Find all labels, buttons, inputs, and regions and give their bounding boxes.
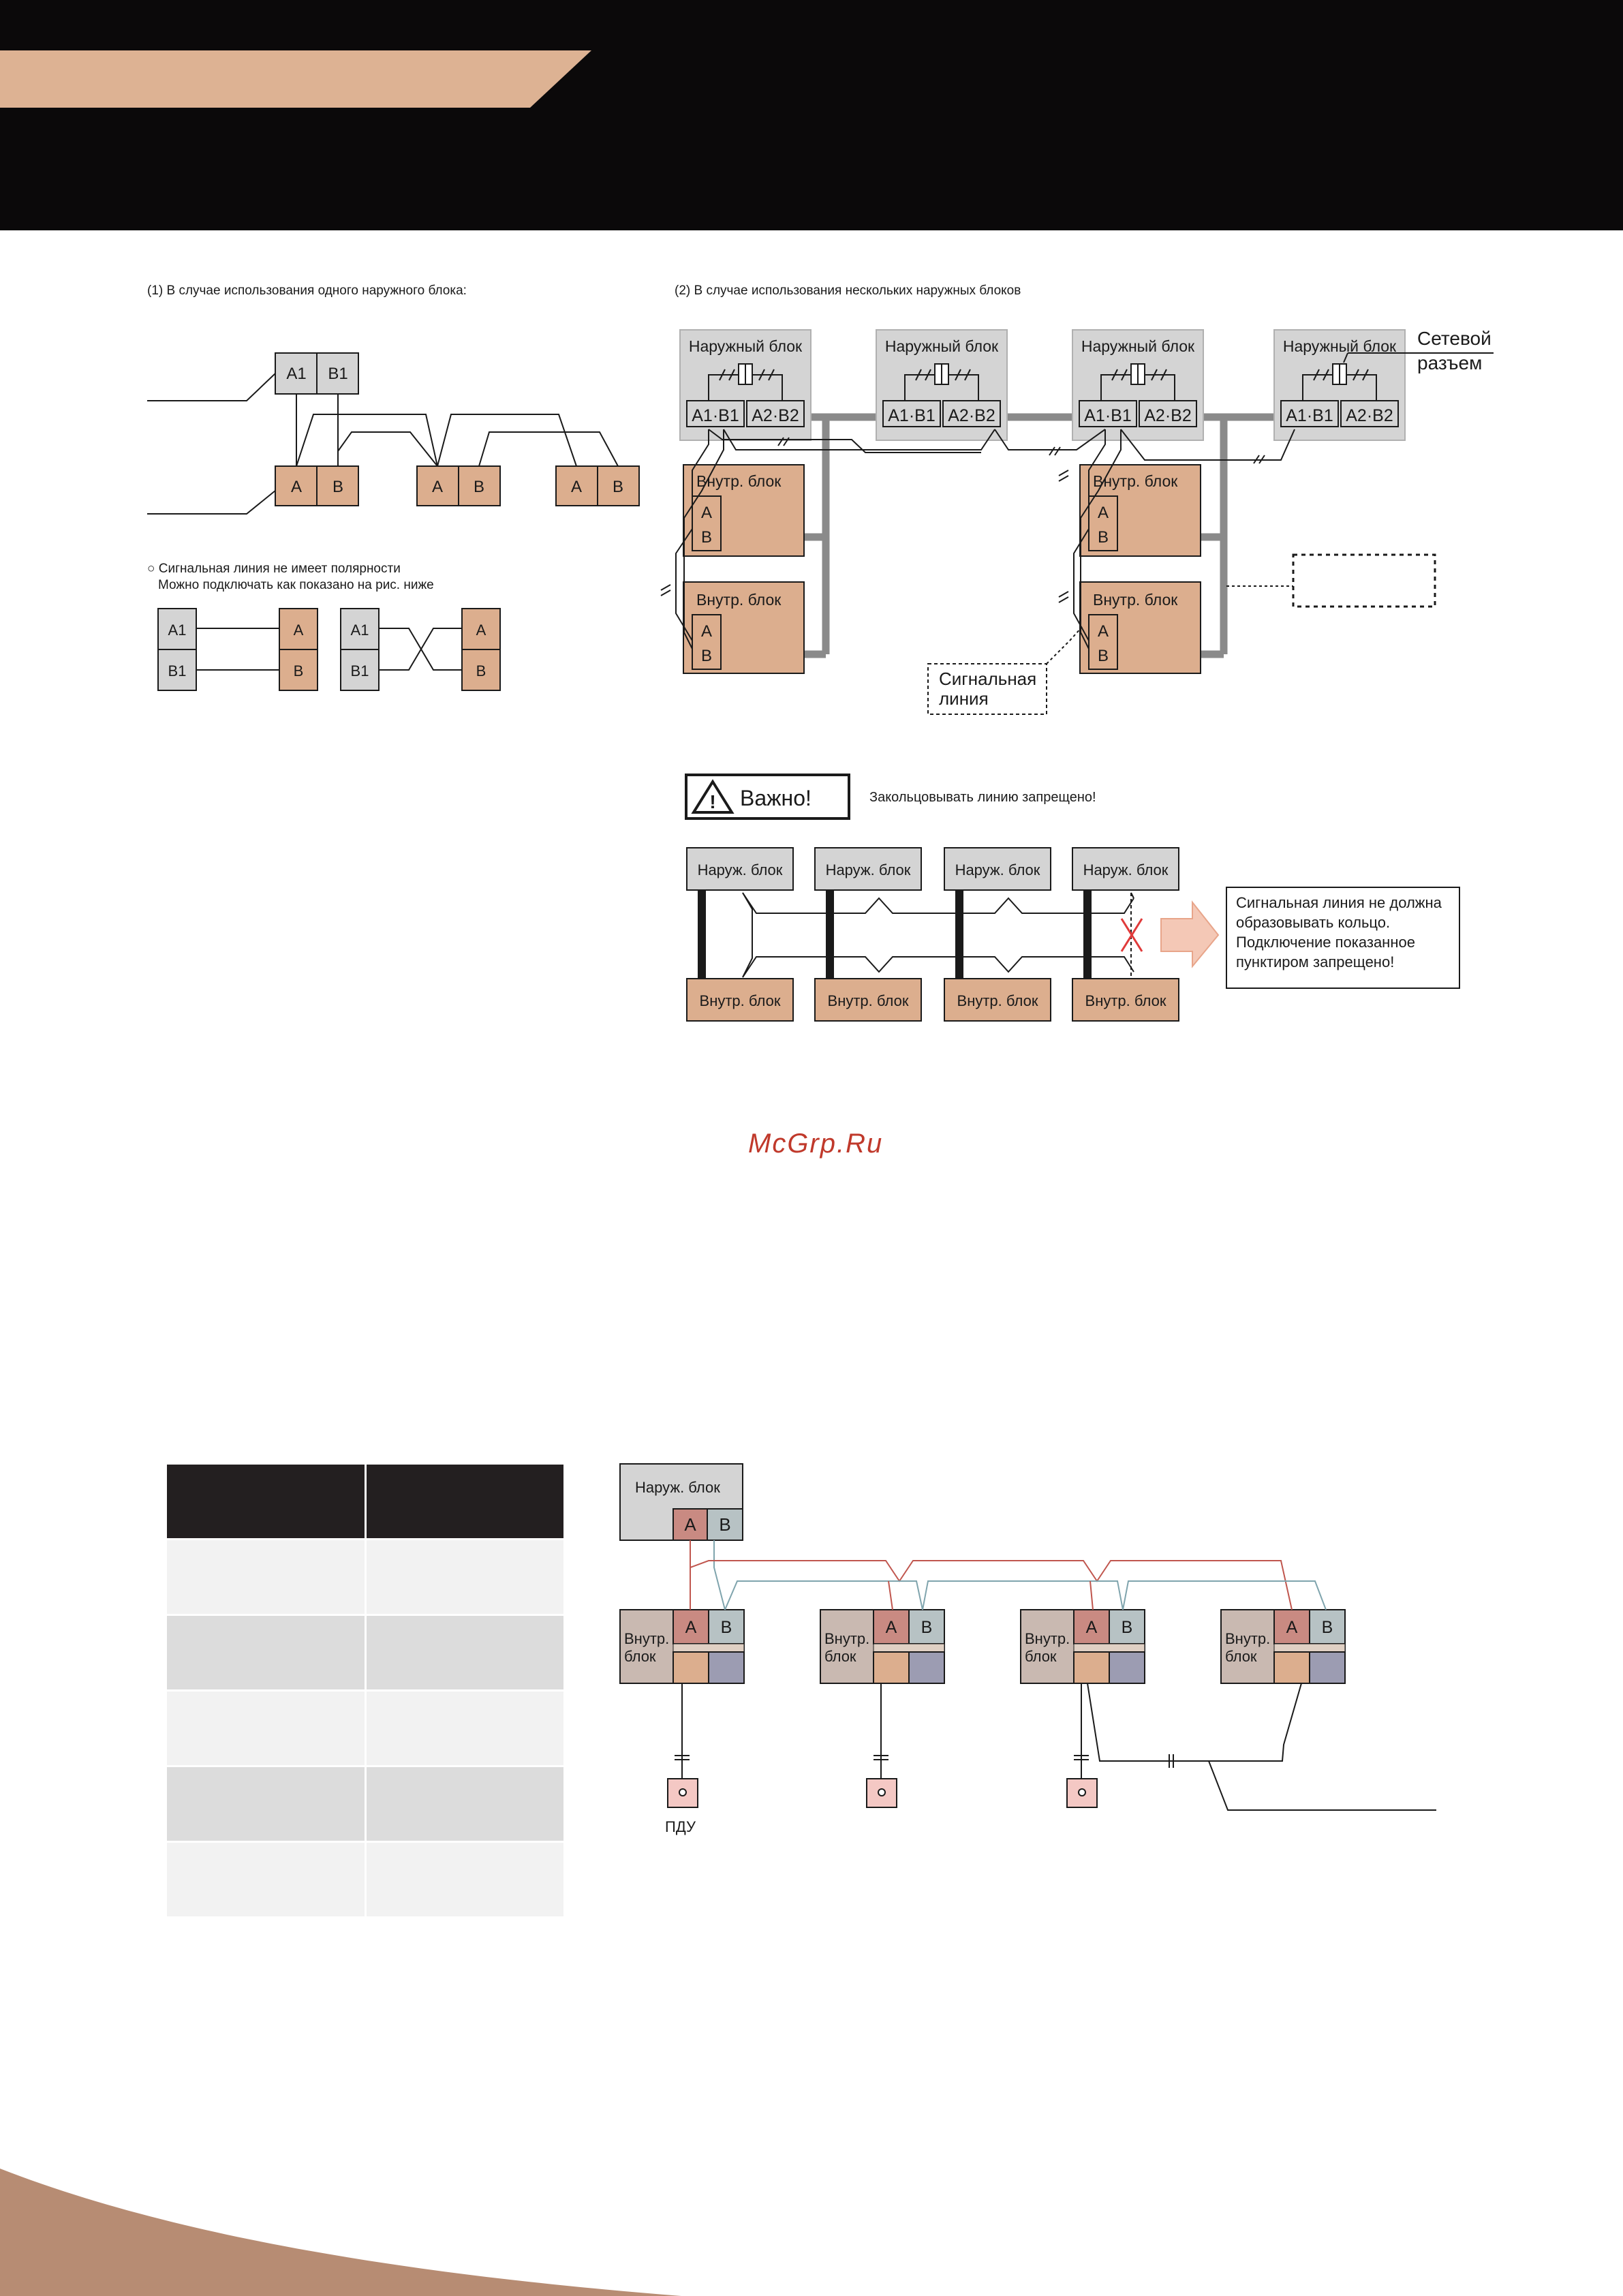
polarity-example-straight [158, 609, 318, 690]
terminal-b: B [700, 528, 713, 547]
loop-power-bar [698, 890, 706, 979]
indoor-unit-s2-4 [1080, 582, 1201, 673]
indoor-unit-3 [556, 466, 639, 506]
terminal-a: A [685, 1618, 697, 1637]
bottom-remote-wiring [675, 1683, 1436, 1810]
outdoor-units [680, 330, 1405, 440]
bottom-indoor-unit-4 [1221, 1610, 1345, 1683]
terminal-b: B [1097, 647, 1109, 665]
indoor-unit-1 [275, 466, 358, 506]
table-cell [166, 1691, 366, 1766]
table-header-cell [365, 1464, 565, 1540]
header-band [0, 0, 1623, 230]
loop-note-line: образовывать кольцо. [1236, 914, 1391, 931]
signal-line-label-2: линия [939, 688, 989, 709]
loop-outdoor-label: Наруж. блок [697, 861, 783, 878]
terminal-a: A [293, 622, 304, 639]
terminal-a: A [700, 504, 713, 522]
outdoor-unit-s2-4 [1274, 330, 1405, 440]
bottom-indoor-unit-2 [820, 1610, 944, 1683]
terminal-b: B [293, 662, 304, 679]
terminal-b: B [1321, 1618, 1333, 1637]
loop-outdoor-label: Наруж. блок [955, 861, 1040, 878]
indoor-label-1: Внутр. [1025, 1630, 1070, 1647]
table-cell [166, 1766, 366, 1842]
terminal-a1: A1 [286, 365, 307, 383]
table-cell [166, 1540, 366, 1615]
footer-corner [0, 2169, 681, 2296]
important-badge [686, 775, 849, 818]
indoor-unit-s2-1 [683, 465, 804, 556]
terminal-a: A [1097, 504, 1109, 522]
terminal-b1: B1 [350, 662, 369, 679]
terminal-b1: B1 [168, 662, 187, 679]
indoor-unit-s2-2 [683, 582, 804, 673]
loop-power-bar [826, 890, 834, 979]
terminal-a: A [431, 478, 444, 496]
outdoor-unit-bottom [620, 1464, 743, 1540]
terminal-b: B [700, 647, 713, 665]
arrow-right-icon [1161, 902, 1218, 966]
table-cell [365, 1842, 565, 1918]
bottom-wiring-diagram [620, 1464, 1436, 1835]
loop-indoor-label: Внутр. блок [1085, 992, 1166, 1009]
bottom-colored-wiring [690, 1540, 1326, 1610]
section-1-caption: (1) В случае использования одного наружного блока: [147, 284, 467, 298]
terminal-b: B [612, 478, 624, 496]
section-1-single-outdoor [147, 284, 639, 690]
indoor-label: Внутр. блок [1093, 472, 1178, 490]
terminal-a: A [885, 1618, 897, 1637]
remote-controller-3 [1067, 1779, 1097, 1807]
bottom-indoor-units [620, 1610, 1345, 1683]
table-cell [166, 1842, 366, 1918]
loop-note-line: Сигнальная линия не должна [1236, 894, 1442, 911]
terminal-a: A [1097, 622, 1109, 641]
outdoor-label: Наружный блок [1282, 337, 1397, 355]
spec-table [165, 1463, 566, 1918]
loop-wiring [743, 893, 1134, 977]
terminal-b: B [332, 478, 344, 496]
outdoor-label: Наружный блок [1081, 337, 1195, 355]
table-header-cell [166, 1464, 366, 1540]
bottom-indoor-unit-3 [1021, 1610, 1145, 1683]
remote-label: ПДУ [665, 1818, 696, 1835]
terminal-b: B [719, 1514, 731, 1535]
terminal-a1: A1 [350, 622, 369, 639]
watermark: McGrp.Ru [748, 1129, 884, 1159]
loop-power-bar [955, 890, 963, 979]
section-1-wiring [296, 394, 618, 466]
indoor-unit-s2-3 [1080, 465, 1201, 556]
terminal-b: B [1097, 528, 1109, 547]
connector-label-1: Сетевой [1417, 328, 1491, 349]
table-cell [365, 1691, 565, 1766]
signal-line-callout [928, 627, 1082, 714]
terminal-b: B [1121, 1618, 1133, 1637]
indoor-label-1: Внутр. [824, 1630, 870, 1647]
outdoor-terminal-block [275, 353, 358, 394]
outdoor-label: Наружный блок [688, 337, 803, 355]
terminal-a2b2: A2·B2 [948, 406, 995, 425]
terminal-a: A [570, 478, 583, 496]
indoor-label: Внутр. блок [1093, 591, 1178, 609]
indoor-label-1: Внутр. [624, 1630, 670, 1647]
terminal-b1: B1 [328, 365, 348, 383]
section-2-multi-outdoor [661, 284, 1494, 714]
terminal-a: A [684, 1514, 696, 1535]
loop-outdoor-label: Наруж. блок [1083, 861, 1169, 878]
loop-note-box [1226, 887, 1459, 988]
terminal-a: A [1085, 1618, 1098, 1637]
indoor-label-1: Внутр. [1225, 1630, 1271, 1647]
terminal-a: A [290, 478, 303, 496]
outdoor-unit-s2-1 [680, 330, 811, 440]
outdoor-label: Наружный блок [884, 337, 999, 355]
terminal-a: A [476, 622, 486, 639]
terminal-a1b1: A1·B1 [692, 406, 739, 425]
indoor-label: Внутр. блок [696, 472, 782, 490]
warning-section [686, 775, 1459, 1021]
remote-controller-2 [867, 1779, 897, 1807]
terminal-a2b2: A2·B2 [1144, 406, 1192, 425]
loop-indoor-label: Внутр. блок [827, 992, 909, 1009]
terminal-a1b1: A1·B1 [1286, 406, 1333, 425]
warning-icon: ! [709, 791, 716, 812]
loop-note-line: Подключение показанное [1236, 934, 1415, 951]
terminal-a2b2: A2·B2 [752, 406, 799, 425]
bottom-indoor-unit-1 [620, 1610, 744, 1683]
indoor-label-2: блок [1025, 1648, 1057, 1665]
table-cell [365, 1766, 565, 1842]
loop-indoor-label: Внутр. блок [699, 992, 781, 1009]
signal-line-label-1: Сигнальная [939, 669, 1037, 689]
loop-indoor-label: Внутр. блок [957, 992, 1038, 1009]
indoor-label-2: блок [824, 1648, 856, 1665]
loop-note-line: пунктиром запрещено! [1236, 953, 1395, 970]
outdoor-unit-s2-2 [876, 330, 1007, 440]
outdoor-label: Наруж. блок [635, 1479, 720, 1496]
section-2-caption: (2) В случае использования нескольких наружных блоков [675, 284, 1021, 298]
table-cell [166, 1615, 366, 1691]
connector-label-2: разъем [1417, 352, 1483, 373]
loop-diagram-units [687, 848, 1179, 1021]
table-cell [365, 1615, 565, 1691]
table-cell [365, 1540, 565, 1615]
indoor-unit-2 [417, 466, 500, 506]
dashed-placeholder-box [1226, 555, 1435, 607]
terminal-a1b1: A1·B1 [888, 406, 936, 425]
terminal-a2b2: A2·B2 [1346, 406, 1393, 425]
terminal-a: A [1286, 1618, 1298, 1637]
polarity-example-crossed [341, 609, 500, 690]
polarity-note-line2: Можно подключать как показано на рис. ниже [158, 578, 434, 592]
warning-text: Закольцовывать линию запрещено! [869, 790, 1096, 805]
terminal-b: B [476, 662, 486, 679]
terminal-b: B [921, 1618, 933, 1637]
indoor-label: Внутр. блок [696, 591, 782, 609]
polarity-note-line1: ○ Сигнальная линия не имеет полярности [147, 562, 401, 576]
loop-power-bar [1083, 890, 1092, 979]
loop-outdoor-label: Наруж. блок [825, 861, 911, 878]
terminal-a1b1: A1·B1 [1084, 406, 1132, 425]
remote-controller-1 [665, 1779, 698, 1835]
indoor-label-2: блок [624, 1648, 656, 1665]
outdoor-unit-s2-3 [1072, 330, 1203, 440]
terminal-a1: A1 [168, 622, 187, 639]
terminal-b: B [720, 1618, 732, 1637]
terminal-a: A [700, 622, 713, 641]
terminal-b: B [473, 478, 485, 496]
indoor-label-2: блок [1225, 1648, 1257, 1665]
important-label: Важно! [740, 786, 812, 810]
